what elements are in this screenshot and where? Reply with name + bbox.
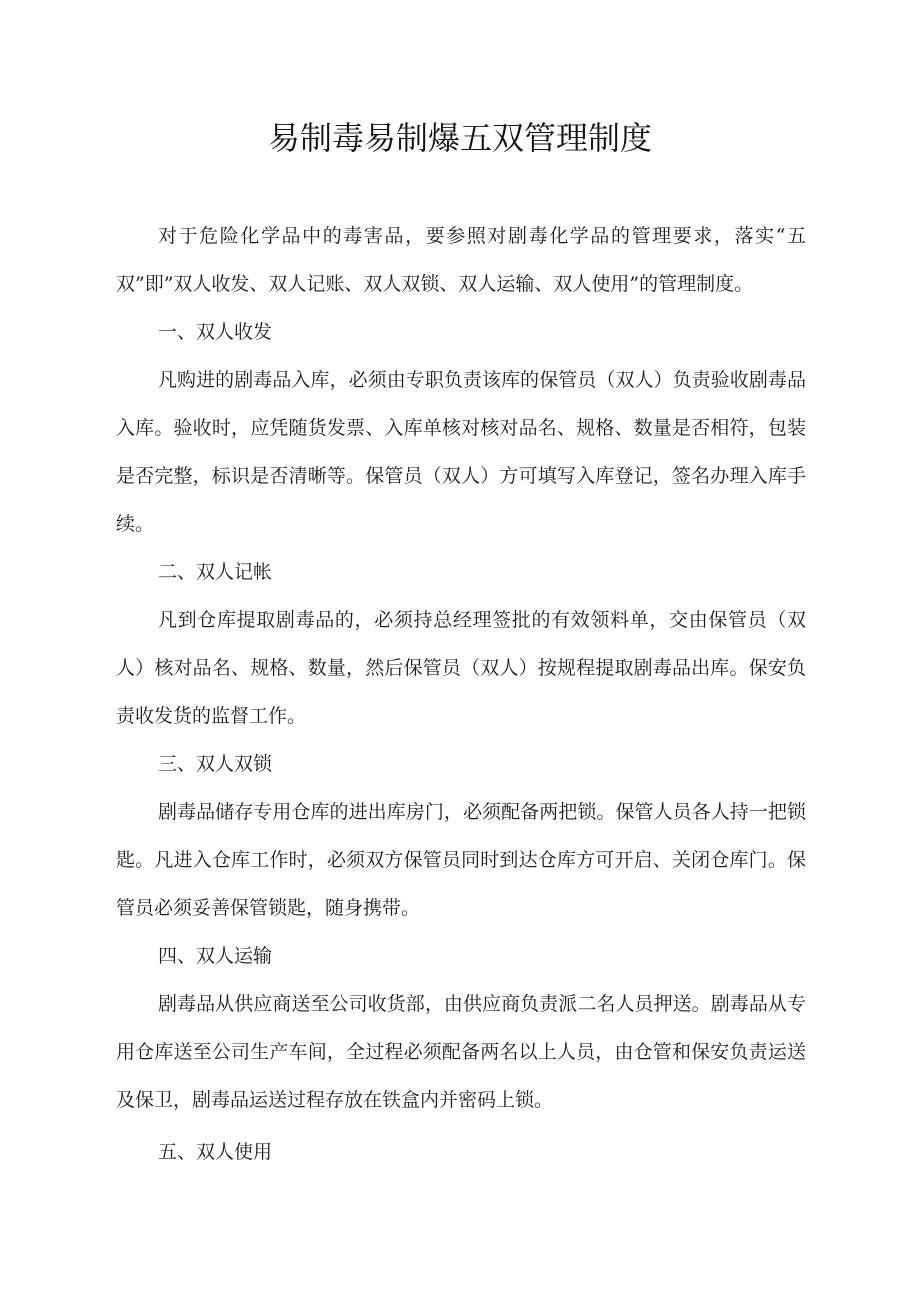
section-body-4: 剧毒品从供应商送至公司收货部，由供应商负责派二名人员押送。剧毒品从专用仓库送至公司生产车间，全过程必须配备两名以上人员，由仓管和保安负责运送及保卫，剧毒品运送过程存放在铁盒内并密码上锁。 xyxy=(116,993,806,1111)
section-heading-5: 五、双人使用 xyxy=(158,1141,273,1163)
section-body-1: 凡购进的剧毒品入库，必须由专职负责该库的保管员（双人）负责验收剧毒品入库。验收时，应凭随货发票、入库单核对核对品名、规格、数量是否相符，包装是否完整，标识是否清晰等。保管员（双人）方可填写入库登记，签名办理入库手续。 xyxy=(116,369,806,535)
section-heading-4: 四、双人运输 xyxy=(158,945,273,967)
section-heading-2: 二、双人记帐 xyxy=(158,561,273,583)
section-heading-1: 一、双人收发 xyxy=(158,321,273,343)
section-body-2: 凡到仓库提取剧毒品的，必须持总经理签批的有效领料单，交由保管员（双人）核对品名、规格、数量，然后保管员（双人）按规程提取剧毒品出库。保安负责收发货的监督工作。 xyxy=(116,609,806,727)
document-body xyxy=(116,212,806,1176)
intro-paragraph: 对于危险化学品中的毒害品，要参照对剧毒化学品的管理要求，落实“五双”即”双人收发、双人记账、双人双锁、双人运输、双人使用”的管理制度。 xyxy=(116,225,806,295)
section-body-3: 剧毒品储存专用仓库的进出库房门，必须配备两把锁。保管人员各人持一把锁匙。凡进入仓库工作时，必须双方保管员同时到达仓库方可开启、关闭仓库门。保管员必须妥善保管锁匙，随身携带。 xyxy=(116,801,806,919)
document-title: 易制毒易制爆五双管理制度 xyxy=(267,119,652,157)
section-heading-3: 三、双人双锁 xyxy=(158,753,273,775)
